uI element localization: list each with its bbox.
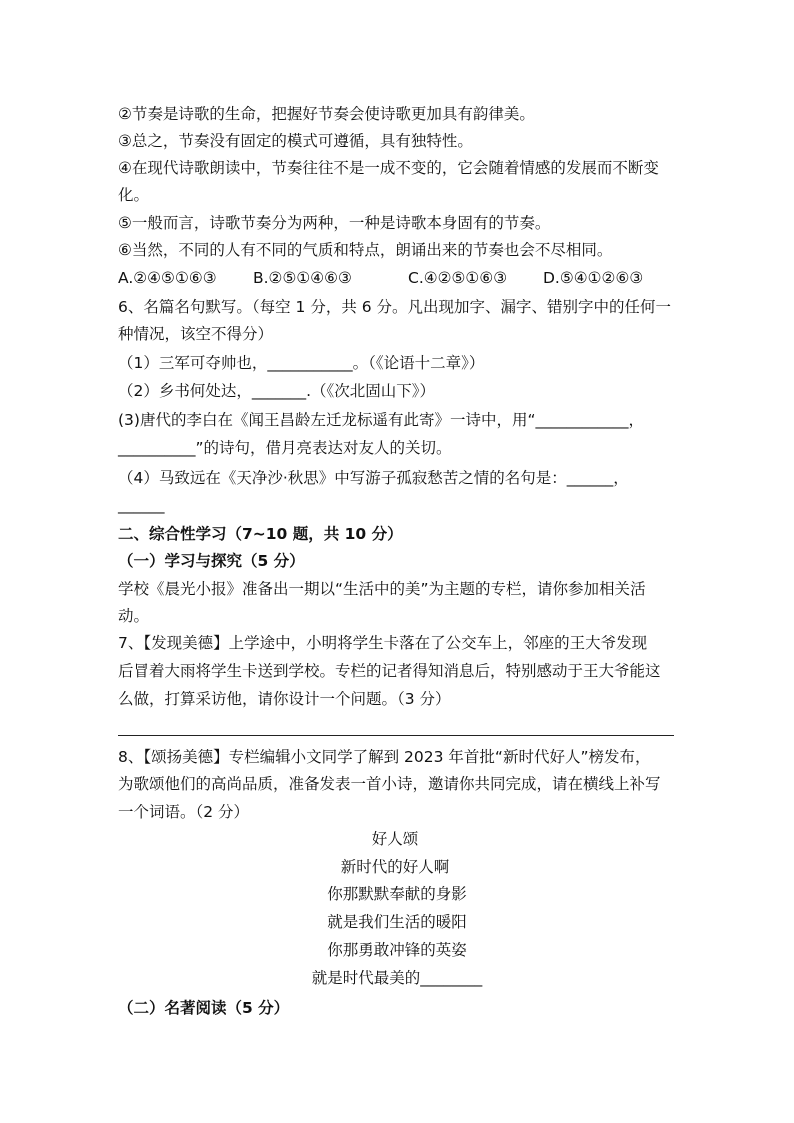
question-7-line-2: 后冒着大雨将学生卡送到学校。专栏的记者得知消息后，特别感动于王大爷能这 [118, 662, 661, 680]
section-2-intro-line-2: 动。 [118, 607, 150, 625]
question-6-item-2: （2）乡书何处达，_______.（《次北固山下》） [118, 382, 436, 400]
sentence-2: ②节奏是诗歌的生命，把握好节奏会使诗歌更加具有韵律美。 [118, 105, 535, 123]
question-6-item-1: （1）三军可夺帅也，___________。（《论语十二章》） [118, 354, 485, 372]
option-c: C.④②⑤①⑥③ [408, 269, 508, 287]
question-6-line-1: 6、名篇名句默写。（每空 1 分，共 6 分。凡出现加字、漏字、错别字中的任何一 [118, 298, 672, 316]
question-6-item-4-line-2: ______ [118, 496, 165, 514]
sentence-4-line-1: ④在现代诗歌朗读中，节奏往往不是一成不变的，它会随着情感的发展而不断变 [118, 159, 659, 177]
question-6-item-3-line-1: (3)唐代的李白在《闻王昌龄左迁龙标遥有此寄》一诗中，用“____________， [118, 411, 644, 429]
option-d: D.⑤④①②⑥③ [543, 269, 644, 287]
question-7-line-3: 么做，打算采访他，请你设计一个问题。（3 分） [118, 690, 451, 708]
poem-line-4: 你那勇敢冲锋的英姿 [327, 941, 467, 959]
section-2-heading: 二、综合性学习（7~10 题，共 10 分） [118, 525, 403, 543]
poem-line-2: 你那默默奉献的身影 [327, 885, 467, 903]
question-8-line-1: 8、【颂扬美德】专栏编辑小文同学了解到 2023 年首批“新时代好人”榜发布， [118, 748, 651, 766]
sentence-3: ③总之，节奏没有固定的模式可遵循，具有独特性。 [118, 132, 473, 150]
question-8-line-3: 一个词语。（2 分） [118, 803, 250, 821]
option-a: A.②④⑤①⑥③ [118, 269, 217, 287]
answer-options [118, 268, 643, 288]
question-6-line-2: 种情况，该空不得分） [118, 325, 274, 343]
poem-title: 好人颂 [371, 830, 419, 848]
poem-line-1: 新时代的好人啊 [340, 858, 450, 876]
section-2-part-2-heading: （二）名著阅读（5 分） [118, 999, 290, 1017]
question-8-line-2: 为歌颂他们的高尚品质，准备发表一首小诗，邀请你共同完成，请在横线上补写 [118, 775, 661, 793]
question-6-item-4-line-1: （4）马致远在《天净沙·秋思》中写游子孤寂愁苦之情的名句是：______， [118, 469, 629, 487]
section-2-intro-line-1: 学校《晨光小报》准备出一期以“生活中的美”为主题的专栏，请你参加相关活 [118, 580, 646, 598]
option-b: B.②⑤①④⑥③ [253, 269, 352, 287]
sentence-5: ⑤一般而言，诗歌节奏分为两种，一种是诗歌本身固有的节奏。 [118, 214, 551, 232]
sentence-6: ⑥当然，不同的人有不同的气质和特点，朗诵出来的节奏也会不尽相同。 [118, 241, 613, 259]
sentence-4-line-2: 化。 [118, 186, 150, 204]
poem-line-5: 就是时代最美的________ [311, 969, 483, 987]
section-2-subheading: （一）学习与探究（5 分） [118, 552, 305, 570]
answer-line[interactable] [118, 735, 674, 736]
question-6-item-3-line-2: __________”的诗句，借月亮表达对友人的关切。 [118, 439, 452, 457]
poem-line-3: 就是我们生活的暖阳 [327, 913, 467, 931]
question-7-line-1: 7、【发现美德】上学途中，小明将学生卡落在了公交车上，邻座的王大爷发现 [118, 634, 648, 652]
